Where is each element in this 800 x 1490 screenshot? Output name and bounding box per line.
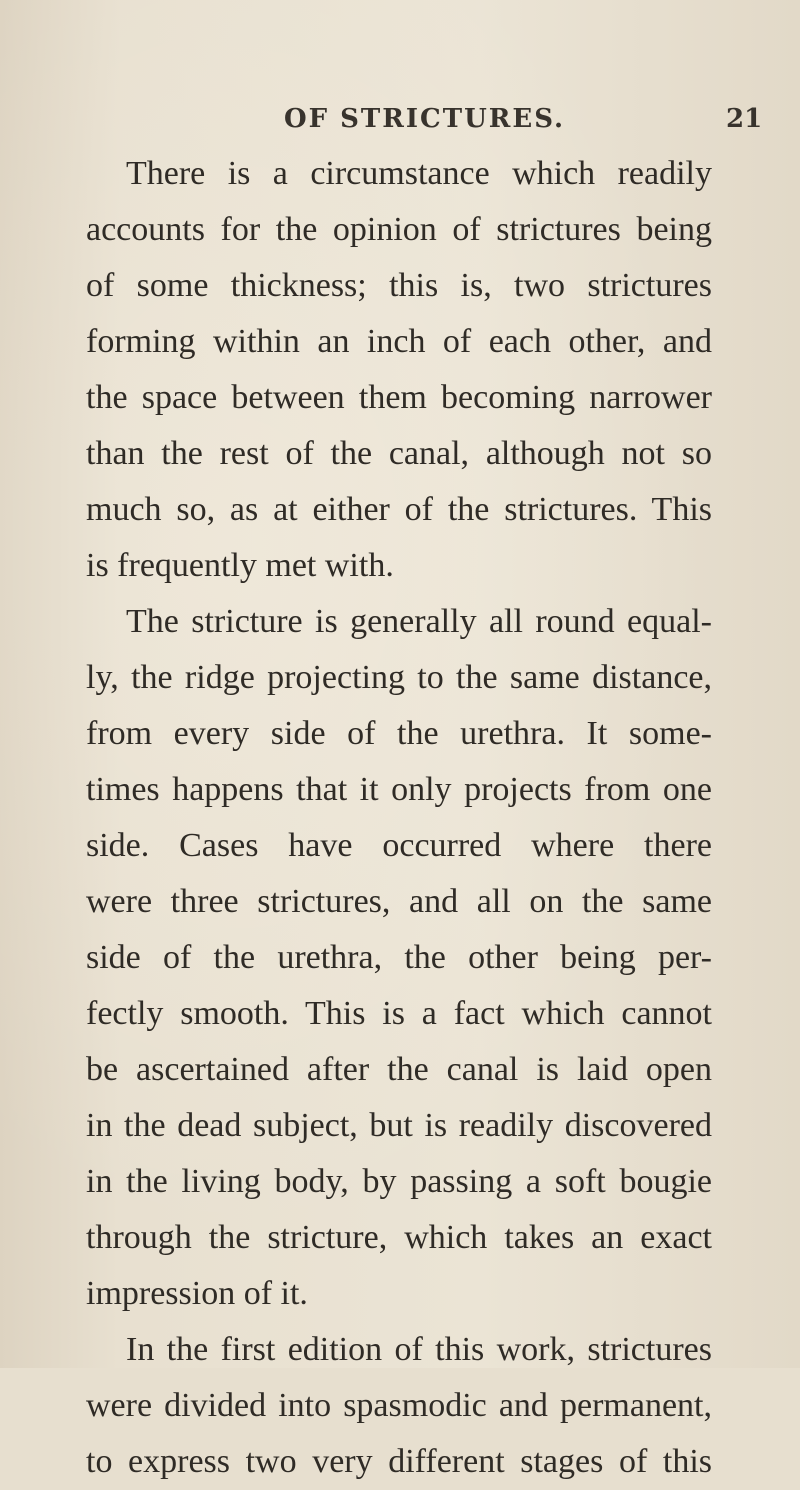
text-line: than the rest of the canal, although not so — [86, 435, 712, 472]
text-line: side of the urethra, the other being per- — [86, 939, 712, 976]
text-line: in the living body, by passing a soft bougie — [86, 1163, 712, 1200]
text-line: of some thickness; this is, two strictures — [86, 267, 712, 304]
text-line: is frequently met with. — [86, 547, 394, 584]
text-line: the space between them becoming narrower — [86, 379, 712, 416]
text-line: be ascertained after the canal is laid open — [86, 1051, 712, 1088]
text-line: were divided into spasmodic and permanent, — [86, 1387, 712, 1424]
text-line: through the stricture, which takes an exact — [86, 1219, 712, 1256]
page-number: 21 — [726, 104, 763, 134]
chapter-title: OF STRICTURES. — [284, 104, 566, 134]
text-line: much so, as at either of the strictures. This — [86, 491, 712, 528]
text-line: fectly smooth. This is a fact which cannot — [86, 995, 712, 1032]
text-line: times happens that it only projects from one — [86, 771, 712, 808]
text-line: side. Cases have occurred where there — [86, 827, 712, 864]
text-line: forming within an inch of each other, and — [86, 323, 712, 360]
text-line: were three strictures, and all on the same — [86, 883, 712, 920]
text-line: impression of it. — [86, 1275, 308, 1312]
text-line: to express two very different stages of this — [86, 1443, 712, 1480]
text-line: In the first edition of this work, strictures — [126, 1331, 712, 1368]
text-line: ly, the ridge projecting to the same distance, — [86, 659, 712, 696]
text-line: There is a circumstance which readily — [126, 155, 712, 192]
text-line: accounts for the opinion of strictures being — [86, 211, 712, 248]
text-line: in the dead subject, but is readily discovered — [86, 1107, 712, 1144]
text-line: from every side of the urethra. It some- — [86, 715, 712, 752]
running-head — [0, 104, 800, 144]
text-line: The stricture is generally all round equal- — [126, 603, 712, 640]
